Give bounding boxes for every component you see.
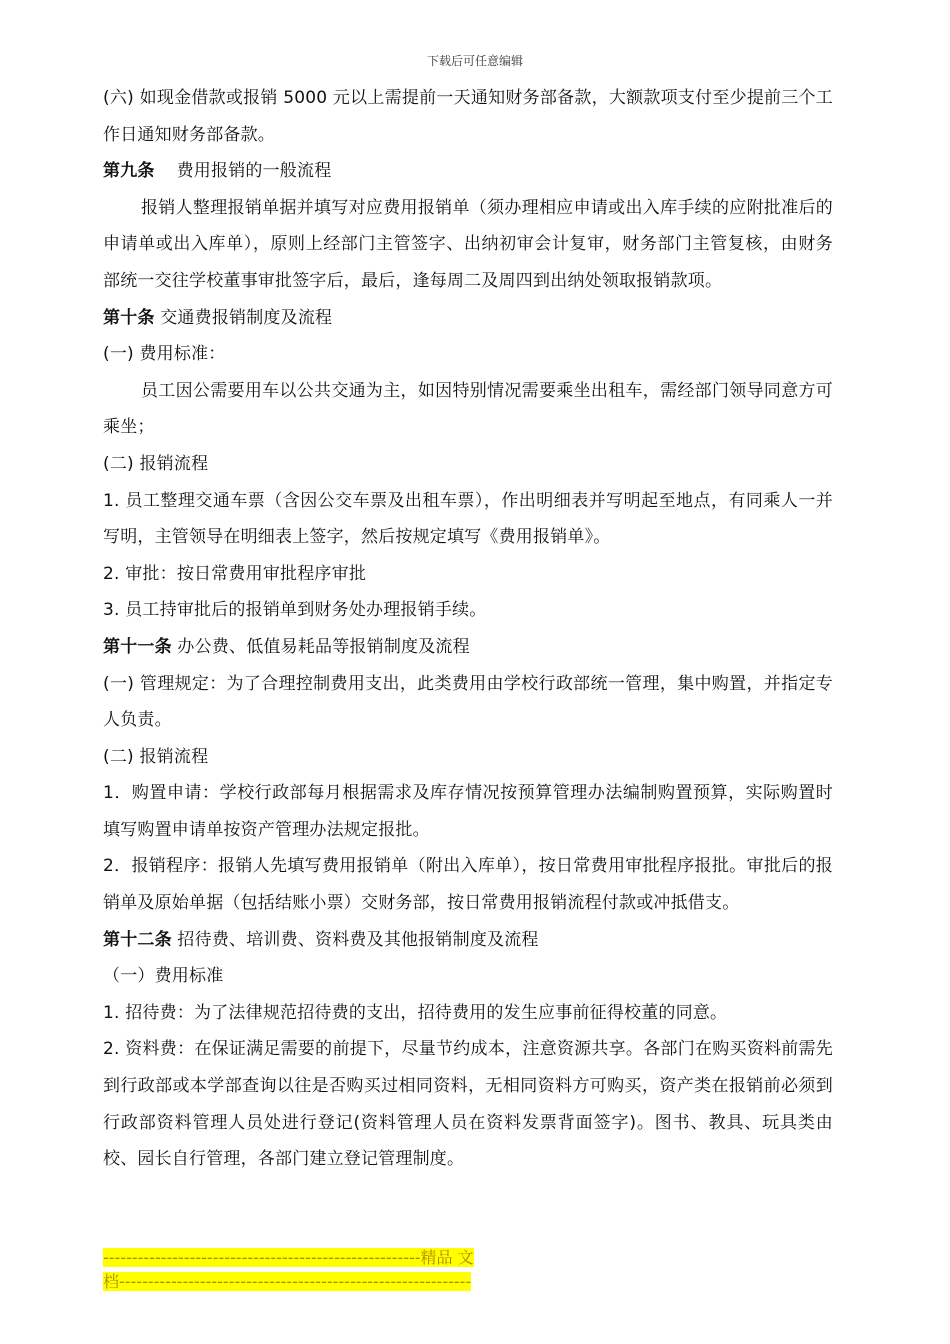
- paragraph-transport-step-1: 1. 员工整理交通车票（含因公交车票及出租车票），作出明细表并写明起至地点，有同乘人一并写明，主管领导在明细表上签字，然后按规定填写《费用报销单》。: [103, 490, 833, 548]
- paragraph-entertainment: 1. 招待费：为了法律规范招待费的支出，招待费用的发生应事前征得校董的同意。: [103, 1002, 728, 1023]
- paragraph-cash-notice: (六) 如现金借款或报销 5000 元以上需提前一天通知财务部备款，大额款项支付至少提前三个工作日通知财务部备款。: [103, 88, 833, 145]
- article-number: 第十条: [103, 307, 155, 328]
- article-11-heading: [103, 629, 833, 666]
- article-9-heading: [103, 153, 833, 190]
- page-footer: [103, 1246, 563, 1294]
- paragraph-office-step-2: 2．报销程序：报销人先填写费用报销单（附出入库单），按日常费用审批程序报批。审批后的报销单及原始单据（包括结账小票）交财务部，按日常费用报销流程付款或冲抵借支。: [103, 856, 833, 914]
- article-title: 交通费报销制度及流程: [160, 307, 333, 328]
- paragraph-general-process: 报销人整理报销单据并填写对应费用报销单（须办理相应申请或出入库手续的应附批准后的申请单或出入库单），原则上经部门主管签字、出纳初审会计复审，财务部门主管复核，由财务部统一交往学校董事审批签字后，最后，逢每周二及周四到出纳处领取报销款项。: [103, 197, 833, 291]
- paragraph-fee-standard: (一) 费用标准：: [103, 344, 226, 365]
- article-12-heading: [103, 922, 833, 959]
- article-title: 费用报销的一般流程: [176, 161, 332, 182]
- article-number: 第十二条: [103, 929, 172, 950]
- article-number: 第九条: [103, 161, 155, 182]
- paragraph-materials: 2. 资料费：在保证满足需要的前提下，尽量节约成本，注意资源共享。各部门在购买资料前需先到行政部或本学部查询以往是否购买过相同资料，无相同资料方可购买，资产类在报销前必须到行政部资料管理人员处进行登记(资料管理人员在资料发票背面签字)。图书、教具、玩具类由校、园长自行管理，各部门建立登记管理制度。: [103, 1039, 833, 1170]
- paragraph-fee-standard-2: （一）费用标准: [103, 966, 224, 987]
- paragraph-transport-step-3: 3. 员工持审批后的报销单到财务处办理报销手续。: [103, 600, 487, 621]
- article-title: 招待费、培训费、资料费及其他报销制度及流程: [177, 929, 539, 950]
- footer-line-2: 档-------------------------------------------------------------: [103, 1272, 472, 1291]
- paragraph-reimburse-process: (二) 报销流程: [103, 453, 209, 474]
- article-number: 第十一条: [103, 636, 172, 657]
- article-10-heading: [103, 300, 833, 337]
- paragraph-office-rule: (一) 管理规定：为了合理控制费用支出，此类费用由学校行政部统一管理，集中购置，并指定专人负责。: [103, 673, 833, 731]
- paragraph-transport-rule: 员工因公需要用车以公共交通为主，如因特别情况需要乘坐出租车，需经部门领导同意方可乘坐；: [103, 380, 833, 438]
- paragraph-transport-step-2: 2. 审批：按日常费用审批程序审批: [103, 563, 367, 584]
- document-body: [103, 80, 833, 1178]
- paragraph-office-process: (二) 报销流程: [103, 746, 209, 767]
- article-title: 办公费、低值易耗品等报销制度及流程: [177, 636, 470, 657]
- paragraph-office-step-1: 1．购置申请：学校行政部每月根据需求及库存情况按预算管理办法编制购置预算，实际购置时填写购置申请单按资产管理办法规定报批。: [103, 783, 833, 840]
- footer-line-1: -------------------------------------------------------精品 文: [103, 1248, 474, 1267]
- page-header: 下载后可任意编辑: [426, 54, 523, 68]
